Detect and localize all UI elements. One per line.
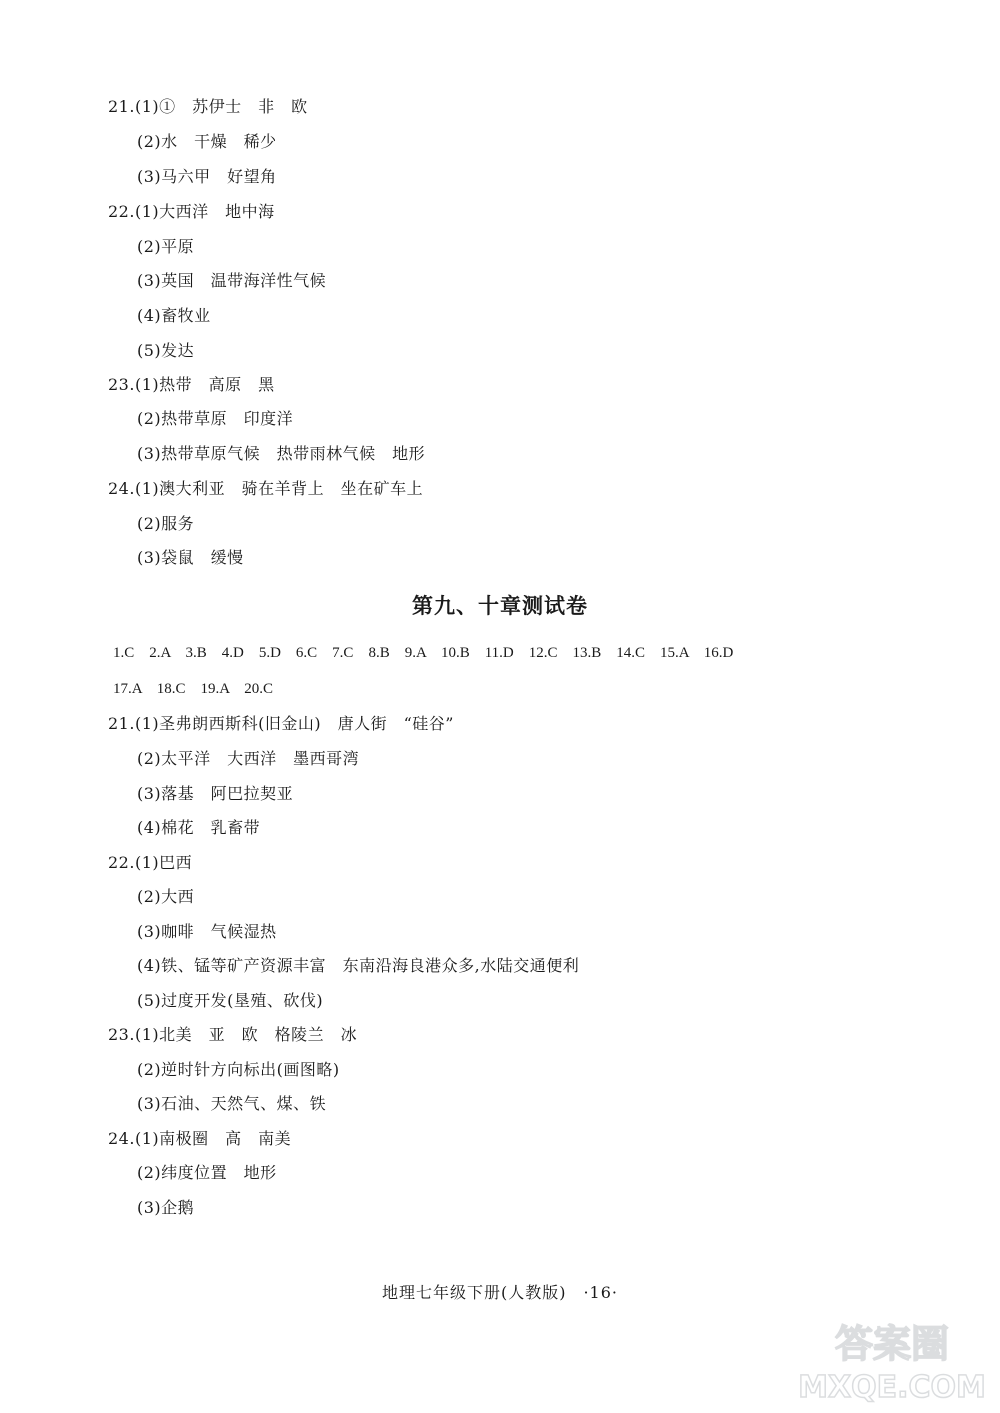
answer-line: 23.(1)北美 亚 欧 格陵兰 冰 [108,1025,358,1044]
answer-line: (3)落基 阿巴拉契亚 [137,784,294,803]
answer-line: (2)太平洋 大西洋 墨西哥湾 [137,749,360,768]
answer-line: (4)畜牧业 [137,306,211,325]
svg-text:答案圈: 答案圈 [834,1322,950,1366]
answer-line: 24.(1)南极圈 高 南美 [108,1129,292,1148]
answer-line: (2)服务 [137,514,195,533]
answer-line: (3)袋鼠 缓慢 [137,548,244,567]
answer-line: (3)咖啡 气候湿热 [137,922,277,941]
answer-line: (3)热带草原气候 热带雨林气候 地形 [137,444,426,463]
answer-line: (3)马六甲 好望角 [137,167,277,186]
answer-line: 24.(1)澳大利亚 骑在羊背上 坐在矿车上 [108,479,424,498]
answer-line: (5)发达 [137,341,195,360]
answer-line: (2)平原 [137,237,195,256]
answer-line: (2)水 干燥 稀少 [137,132,277,151]
answer-line: (3)企鹅 [137,1198,195,1217]
answer-line: 23.(1)热带 高原 黑 [108,375,275,394]
answer-line: 22.(1)巴西 [108,853,193,872]
answer-line: (2)热带草原 印度洋 [137,409,294,428]
svg-text:MXQE.COM: MXQE.COM [798,1370,986,1405]
answer-line: (5)过度开发(垦殖、砍伐) [137,991,324,1010]
answer-line: (3)英国 温带海洋性气候 [137,271,327,290]
answer-line: 22.(1)大西洋 地中海 [108,202,275,221]
answer-line: 21.(1)圣弗朗西斯科(旧金山) 唐人街 “硅谷” [108,714,454,733]
answer-line: (2)纬度位置 地形 [137,1163,277,1182]
answer-line: (4)铁、锰等矿产资源丰富 东南沿海良港众多,水陆交通便利 [137,956,580,975]
answer-line: (3)石油、天然气、煤、铁 [137,1094,327,1113]
answer-line: (2)大西 [137,887,195,906]
answer-line: (4)棉花 乳畜带 [137,818,261,837]
answer-line: 21.(1)① 苏伊士 非 欧 [108,97,308,116]
section-title: 第九、十章测试卷 [412,594,588,618]
mc-answers-row-1: 1.C 2.A 3.B 4.D 5.D 6.C 7.C 8.B 9.A 10.B 11.D 12.C 13.B 14.C 15.A 16.D [113,645,734,661]
watermark-logo [792,1317,992,1407]
page-footer: 地理七年级下册(人教版) ·16· [381,1283,619,1302]
answer-line: (2)逆时针方向标出(画图略) [137,1060,340,1079]
mc-answers-row-2: 17.A 18.C 19.A 20.C [113,681,274,697]
